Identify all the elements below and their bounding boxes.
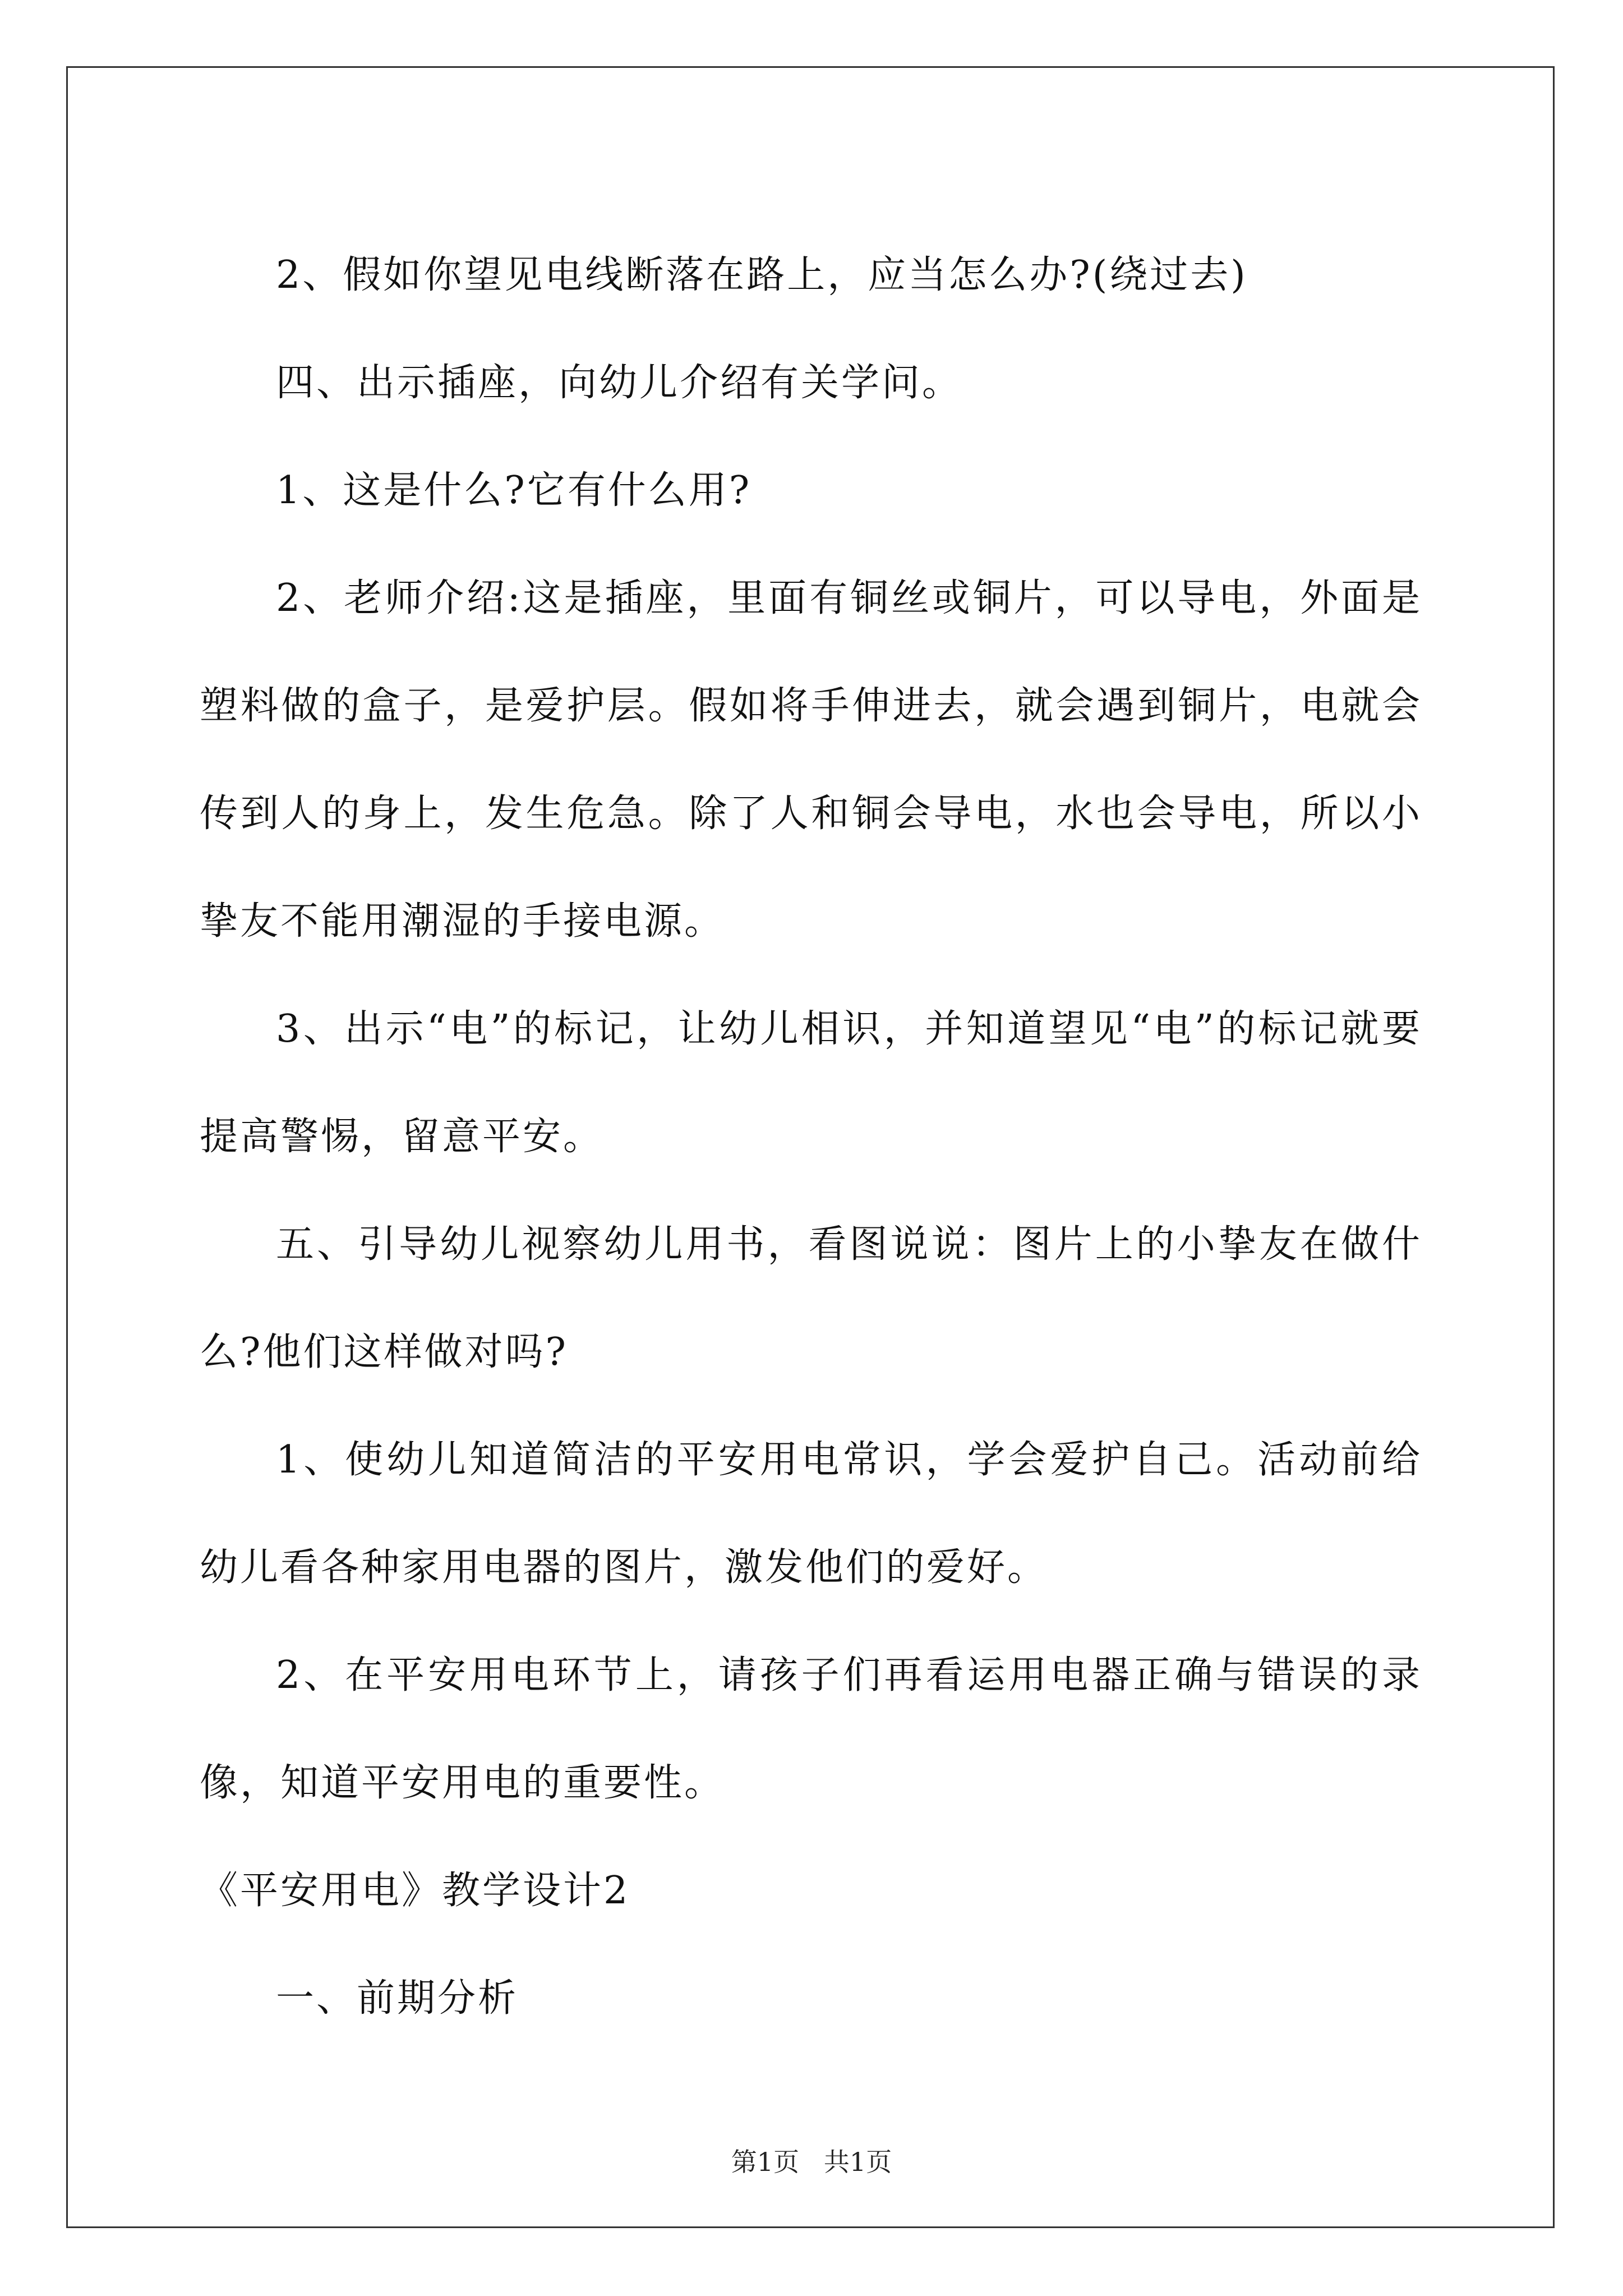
- paragraph: 1、这是什么?它有什么用?: [276, 468, 752, 513]
- page-footer: 第1页 共1页: [731, 2147, 892, 2177]
- paragraph: 一、前期分析: [276, 1976, 519, 2021]
- document-body: [200, 222, 1422, 2053]
- paragraph: 2、老师介绍:这是插座，里面有铜丝或铜片，可以导电，外面是塑料做的盒子，是爱护层。假如将手伸进去，就会遇到铜片，电就会传到人的身上，发生危急。除了人和铜会导电，水也会导电，所以小挚友不能用潮湿的手接电源。: [200, 576, 1422, 944]
- paragraph: 2、在平安用电环节上，请孩子们再看运用电器正确与错误的录像，知道平安用电的重要性。: [200, 1653, 1422, 1805]
- paragraph: 3、出示“电”的标记，让幼儿相识，并知道望见“电”的标记就要提高警惕，留意平安。: [200, 1007, 1422, 1159]
- paragraph: 五、引导幼儿视察幼儿用书，看图说说：图片上的小挚友在做什么?他们这样做对吗?: [200, 1222, 1422, 1374]
- paragraph: 2、假如你望见电线断落在路上，应当怎么办?(绕过去): [276, 253, 1248, 297]
- paragraph: 1、使幼儿知道简洁的平安用电常识，学会爱护自己。活动前给幼儿看各种家用电器的图片，激发他们的爱好。: [200, 1438, 1422, 1590]
- section-heading: 《平安用电》教学设计2: [200, 1869, 630, 1913]
- paragraph: 四、出示插座，向幼儿介绍有关学问。: [276, 361, 963, 405]
